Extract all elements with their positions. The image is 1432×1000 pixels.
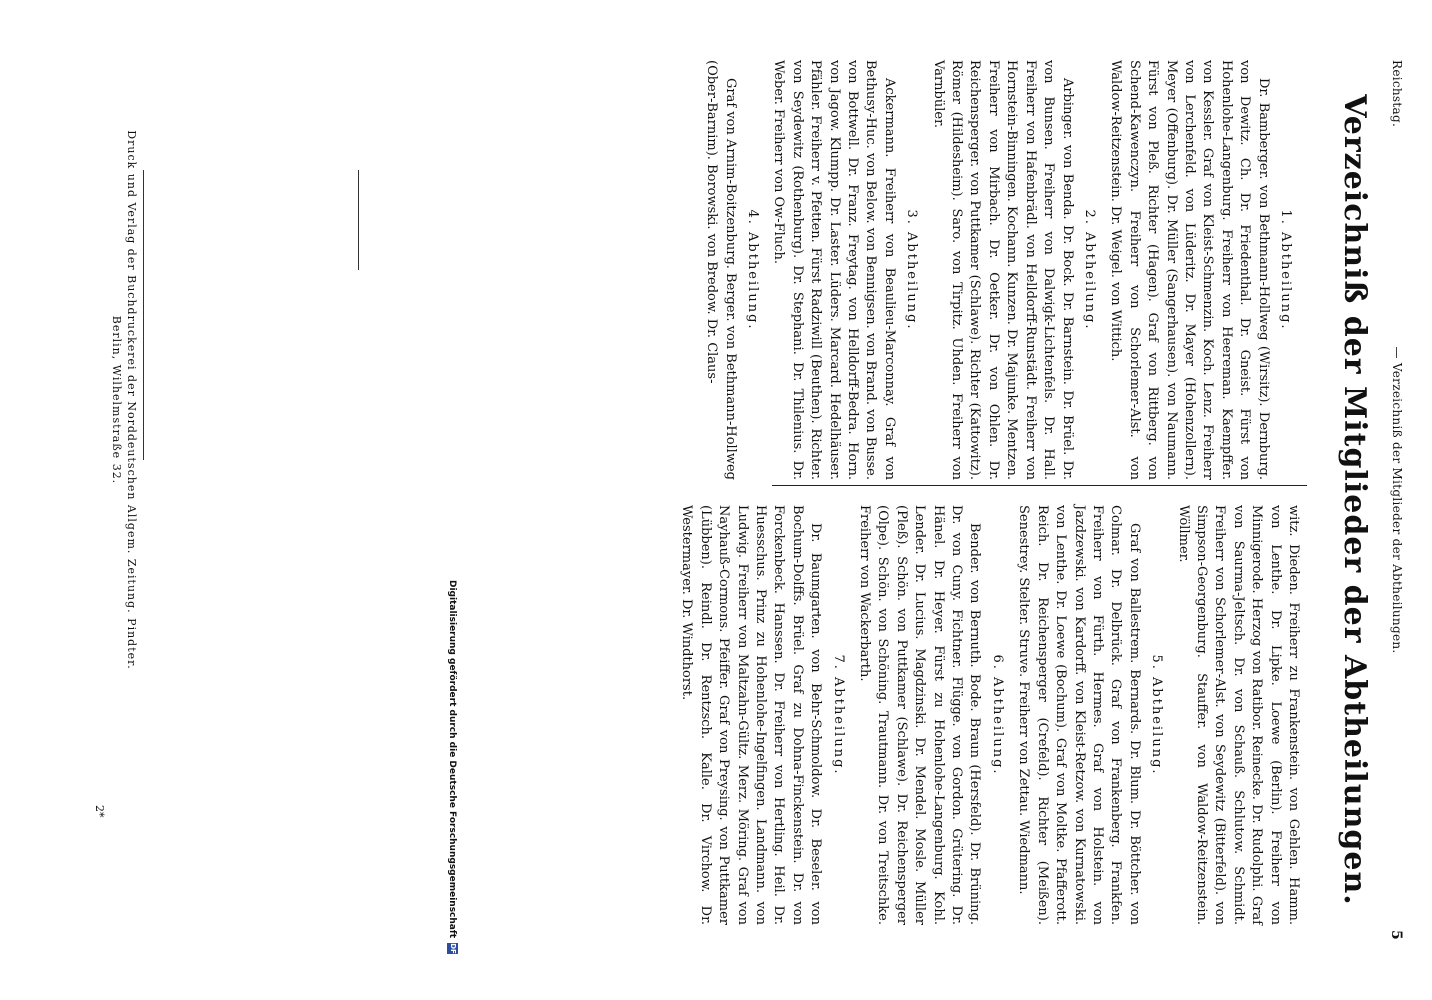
section [677,505,847,925]
section [1014,505,1165,925]
section-heading: 3. Abtheilung. [904,209,920,331]
section-heading: 2. Abtheilung. [1081,209,1097,331]
printer-imprint [109,100,139,700]
section [928,60,1098,480]
funding-text: Digitalisierung gefördert durch die Deutsche Forschungsgemeinschaft [447,580,457,939]
section-heading: 4. Abtheilung. [745,209,761,331]
section-body: Ackermann. Freiherr von Beaulieu-Marconnay. Graf von Bethusy-Huc. von Below. von Bennigsen. von Brand. von Busse. von Bottwell. Dr. Franz. Freytag. von Helldorff-Bedra. Horn. von Jagow. Klumpp. Dr. Laster. Lüders. Marcard. Hedelhäuser. Pfähler. Freiherr v. Pfetten. Fürst Radziwill (Beuthen). Richter. von Seydewitz (Rothenburg). Dr. Stephani. Dr. Thilenius. Dr. Weber. Freiherr von Ow-Fluch. [771,60,897,480]
left-column [696,60,1302,480]
printer-address: Berlin, Wilhelmstraße 32. [110,315,123,485]
column-divider [772,485,1307,486]
page-number: 5 [1388,929,1404,940]
running-head-center: — Verzeichniß der Mitglieder der Abtheilungen. [1390,346,1404,654]
funding-note [447,580,458,960]
right-column [671,505,1302,925]
section-heading: 6. Abtheilung. [989,654,1005,776]
section-body: Bender. von Bernuth. Bode. Braun (Hersfeld). Dr. Brüning. Dr. von Cuny. Fichtner. Flügge. von Gordon. Grütering. Dr. Hänel. Dr. Heyer. Fürst zu Hohenlohe-Langenburg. Kohl. Lender. Dr. Lucius. Magdzinski. Dr. Mendel. Mosle. Müller (Pleß). Schön. von Puttkamer (Schlawe). Dr. Reichensperger (Olpe). Schön. von Schöning. Trautmann. Dr. von Treitschke. Freiherr von Wackerbarth. [857,505,983,925]
printer-line: Druck und Verlag der Buchdruckerei der Norddeutschen Allgem. Zeitung. Pindter. [125,130,138,670]
page-title: Verzeichniß der Mitglieder der Abtheilungen. [1337,94,1372,906]
signature-mark: 2* [93,805,106,818]
running-head-left: Reichstag. [1390,60,1404,128]
separator-rule [358,170,359,270]
section-heading: 7. Abtheilung. [830,654,846,776]
running-head [1386,60,1404,940]
section [769,60,920,480]
section-body: Dr. Baumgarten. von Behr-Schmoldow. Dr. Beseler. von Bochum-Dolffs. Brüel. Graf zu Dohna-Finckenstein. Dr. von Forckenbeck. Hanssen. Dr. Freiherr von Hertling. Heil. Dr. Huesschus. Prinz zu Hohenlohe-Ingelfingen. Landmann. von Ludwig. Freiherr von Maltzahn-Gültz. Merz. Möring. Graf von Nayhauß-Cormons. Pfeiffer. Graf von Preysing. von Puttkamer (Lübben). Reindl. Dr. Rentzsch. Kalle. Dr. Virchow. Dr. Westermayer. Dr. Windthorst. [679,505,824,925]
section-body: Graf von Arnim-Boitzenburg. Berger. von Bethmann-Hollweg (Ober-Barnim). Borowski. von Bredow. Dr. Claus- [704,60,738,480]
section [1106,60,1294,480]
section-heading: 5. Abtheilung. [1149,654,1165,776]
section-body: Dr. Bamberger. von Bethmann-Hollweg (Wirsitz). Dernburg. von Dewitz. Ch. Dr. Friedenthal. Dr. Gneist. Fürst von Hohenlohe-Langenburg. Freiherr von Heereman. Kaempffer. von Kessler. Graf von Kleist-Schmenzin. Koch. Lenz. Freiherr von Lerchenfeld. von Lüderitz. Dr. Mayer (Hohenzollern). Meyer (Offenburg). Dr. Müller (Sangerhausen). von Naumann. Fürst von Pleß. Richter (Hagen). Graf von Rittberg. von Schend-Kawenczyn. Freiherr von Schorlemer-Alst. von Waldow-Reitzenstein. Dr. Weigel. von Wittich. [1108,60,1271,480]
section-body: Arbinger. von Benda. Dr. Bock. Dr. Barnstein. Dr. Brüel. Dr. von Bunsen. Freiherr von Dalwigk-Lichtenfels. Dr. Hall. Freiherr von Hafenbrädl. von Helldorff-Runstädt. Freiherr von Hornstein-Binningen. Kochann. Kunzen. Dr. Majunke. Mentzen. Freiherr von Mirbach. Dr. Oetker. Dr. von Ohlen. Dr. Reichensperger. von Puttkamer (Schlawe). Richter (Kattowitz). Römer (Hildesheim). Saro. von Tirpitz. Uhden. Freiherr von Varnbüler. [930,60,1075,480]
footer-rule [143,170,144,460]
section-body: Graf von Ballestrem. Bernards. Dr. Blum. Dr. Böttcher. von Colmar. Dr. Delbrück. Graf von Frankenberg. Frankfen. Freiherr von Fürth. Hermes. Graf von Holstein. von Jazdzewski. von Kardorff. von Kleist-Retzow. von Kurnatowski. von Lenthe. Dr. Loewe (Bochum). Graf von Moltke. Pfafferott. Reich. Dr. Reichensperger (Crefeld). Richter (Meißen). Senestrey. Stelter. Struve. Freiherr von Zettau. Wiedmann. [1016,505,1142,925]
section [855,505,1006,925]
section-body-continued: witz. Dieden. Freiherr zu Frankenstein. von Gehlen. Hamm. von Lenthe. Dr. Lipke. Loewe (Berlin). Freiherr von Minnigerode. Herzog von Ratibor. Reinecke. Dr. Rudolphi. Graf von Saurma-Jeltsch. Dr. von Schauß. Schlutow. Schmidt. Freiherr von Schorlemer-Alst. von Seydewitz (Bitterfeld). von Simpson-Georgenburg. Stauffer. von Waldow-Reitzenstein. Wöllmer. [1175,505,1301,925]
section-heading: 1. Abtheilung. [1278,209,1293,331]
section [1173,505,1302,925]
section [702,60,761,480]
dfg-logo-icon: DFG [449,943,457,960]
